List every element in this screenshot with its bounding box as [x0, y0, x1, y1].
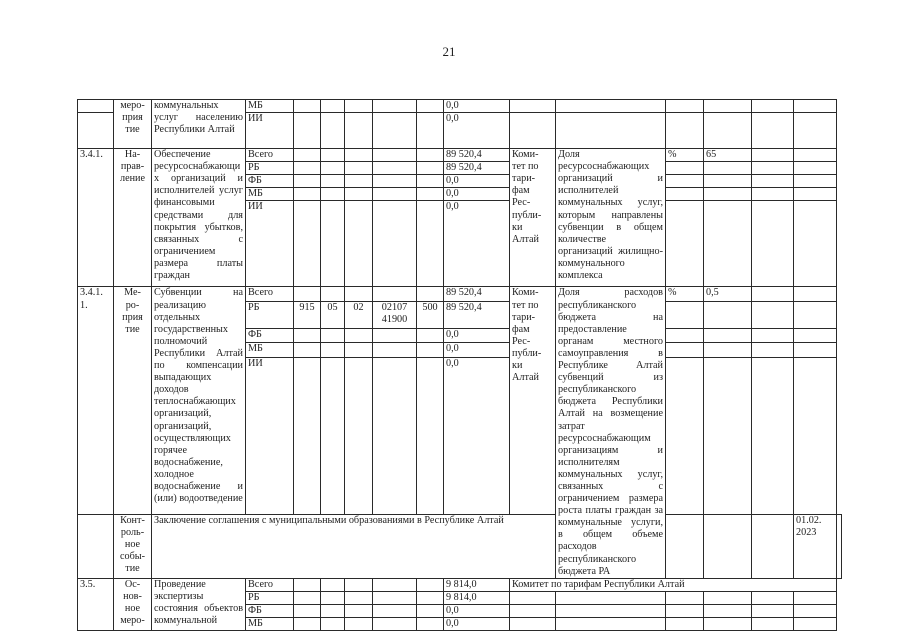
empty-cell	[704, 618, 752, 631]
empty-cell	[510, 618, 556, 631]
empty-cell	[666, 201, 704, 287]
cell-source: РБ	[246, 301, 294, 328]
empty-cell	[704, 175, 752, 188]
cell-rz: 05	[321, 301, 345, 328]
empty-cell	[752, 329, 794, 343]
empty-cell	[666, 604, 704, 617]
cell-amount: 0,0	[444, 357, 510, 514]
empty-cell	[752, 357, 794, 514]
empty-cell	[417, 329, 444, 343]
empty-cell	[417, 343, 444, 357]
empty-cell	[556, 100, 666, 113]
cell-amount: 0,0	[444, 201, 510, 287]
empty-cell	[321, 175, 345, 188]
empty-cell	[345, 113, 373, 149]
empty-cell	[752, 604, 794, 617]
cell-kind: Конт- роль- ное собы- тие	[114, 514, 152, 578]
empty-cell	[752, 343, 794, 357]
empty-cell	[752, 591, 794, 604]
empty-cell	[373, 618, 417, 631]
empty-cell	[345, 162, 373, 175]
cell-kind: Ос- нов- ное меро-	[114, 578, 152, 630]
empty-cell	[666, 329, 704, 343]
empty-cell	[794, 100, 837, 113]
empty-cell	[704, 113, 752, 149]
empty-cell	[794, 201, 837, 287]
empty-cell	[321, 100, 345, 113]
empty-cell	[294, 604, 321, 617]
cell-amount: 0,0	[444, 100, 510, 113]
empty-cell	[556, 618, 666, 631]
cell-pr: 02	[345, 301, 373, 328]
empty-cell	[345, 343, 373, 357]
empty-cell	[417, 604, 444, 617]
empty-cell	[345, 578, 373, 591]
empty-cell	[752, 162, 794, 175]
empty-cell	[321, 578, 345, 591]
empty-cell	[794, 591, 837, 604]
cell-amount: 89 520,4	[444, 301, 510, 328]
cell-num: 3.5.	[78, 578, 114, 630]
empty-cell	[373, 357, 417, 514]
cell-source: МБ	[246, 618, 294, 631]
empty-cell	[321, 329, 345, 343]
empty-cell	[321, 201, 345, 287]
cell-description: Субвенции на реализацию отдельных государственных полномочий Республики Алтай по компенсации выпадающих доходов теплоснабжающих организаций, организаций, осуществляющих горячее водоснабжение, холодное водоснабжение и (или) водоотведение	[152, 287, 246, 514]
table-row	[78, 578, 842, 591]
empty-cell	[666, 343, 704, 357]
empty-cell	[417, 188, 444, 201]
cell-unit: %	[666, 149, 704, 162]
empty-cell	[752, 201, 794, 287]
cell-amount: 9 814,0	[444, 591, 510, 604]
empty-cell	[78, 113, 114, 149]
empty-cell	[321, 162, 345, 175]
cell-indicator: Доля ресурсоснабжающих организаций и исполнителей коммунальных услуг, которым направлены субвенции в общем количестве организаций жилищно-коммунального комплекса	[556, 149, 666, 287]
empty-cell	[294, 591, 321, 604]
empty-cell	[704, 100, 752, 113]
cell-indicator: Доля расходов республиканского бюджета на предоставление органам местного самоуправления в Республике Алтай субвенций из республиканского бюджета Республики Алтай на возмещение затрат ресурсоснабжающим организациям и исполнителям коммунальных услуг, связанных с ограничением размера роста платы граждан за коммунальные услуги, в общем объеме расходов республиканского бюджета РА	[556, 287, 666, 578]
empty-cell	[704, 343, 752, 357]
empty-cell	[417, 618, 444, 631]
empty-cell	[78, 514, 114, 578]
empty-cell	[704, 162, 752, 175]
cell-executor: Комитет по тарифам Республики Алтай	[510, 578, 837, 591]
empty-cell	[373, 343, 417, 357]
empty-cell	[417, 149, 444, 162]
empty-cell	[704, 301, 752, 328]
empty-cell	[321, 287, 345, 301]
cell-amount: 0,0	[444, 175, 510, 188]
cell-vr: 500	[417, 301, 444, 328]
empty-cell	[666, 301, 704, 328]
cell-amount: 89 520,4	[444, 149, 510, 162]
empty-cell	[752, 149, 794, 162]
cell-value: 65	[704, 149, 752, 162]
empty-cell	[417, 201, 444, 287]
empty-cell	[794, 301, 837, 328]
table-row	[78, 149, 842, 162]
cell-amount: 0,0	[444, 618, 510, 631]
empty-cell	[373, 287, 417, 301]
cell-value: 0,5	[704, 287, 752, 301]
empty-cell	[373, 329, 417, 343]
cell-num: 3.4.1. 1.	[78, 287, 114, 514]
empty-cell	[373, 578, 417, 591]
cell-source: Всего	[246, 287, 294, 301]
table-row	[78, 100, 842, 113]
empty-cell	[837, 514, 842, 578]
empty-cell	[417, 357, 444, 514]
empty-cell	[294, 149, 321, 162]
cell-source: РБ	[246, 162, 294, 175]
empty-cell	[794, 618, 837, 631]
empty-cell	[666, 357, 704, 514]
cell-description: Проведение экспертизы состояния объектов коммунальной	[152, 578, 246, 630]
empty-cell	[794, 329, 837, 343]
cell-amount: 0,0	[444, 329, 510, 343]
cell-source: ФБ	[246, 329, 294, 343]
empty-cell	[373, 188, 417, 201]
cell-date: 01.02. 2023	[794, 514, 837, 578]
empty-cell	[345, 175, 373, 188]
cell-description: Заключение соглашения с муниципальными образованиями в Республике Алтай	[152, 514, 556, 578]
empty-cell	[294, 618, 321, 631]
empty-cell	[752, 514, 794, 578]
empty-cell	[794, 149, 837, 162]
empty-cell	[417, 100, 444, 113]
empty-cell	[704, 357, 752, 514]
page-number: 21	[442, 44, 456, 59]
empty-cell	[321, 604, 345, 617]
empty-cell	[373, 162, 417, 175]
empty-cell	[704, 329, 752, 343]
empty-cell	[794, 287, 837, 301]
cell-source: ФБ	[246, 175, 294, 188]
cell-amount: 9 814,0	[444, 578, 510, 591]
cell-num	[78, 100, 114, 113]
empty-cell	[321, 618, 345, 631]
empty-cell	[666, 175, 704, 188]
empty-cell	[417, 175, 444, 188]
cell-kind: меро- прия тие	[114, 100, 152, 149]
empty-cell	[345, 604, 373, 617]
empty-cell	[417, 162, 444, 175]
empty-cell	[345, 357, 373, 514]
empty-cell	[345, 188, 373, 201]
table-row	[78, 287, 842, 301]
empty-cell	[556, 113, 666, 149]
empty-cell	[794, 604, 837, 617]
empty-cell	[752, 618, 794, 631]
empty-cell	[294, 113, 321, 149]
empty-cell	[321, 188, 345, 201]
empty-cell	[752, 175, 794, 188]
empty-cell	[752, 287, 794, 301]
cell-amount: 0,0	[444, 343, 510, 357]
empty-cell	[373, 113, 417, 149]
cell-source: РБ	[246, 591, 294, 604]
empty-cell	[294, 287, 321, 301]
empty-cell	[666, 113, 704, 149]
cell-description: Обеспечение ресурсоснабжающих организаций и исполнителей услуг финансовыми средствами для покрытия убытков, связанных с ограничением размера платы граждан	[152, 149, 246, 287]
empty-cell	[666, 591, 704, 604]
empty-cell	[752, 188, 794, 201]
empty-cell	[704, 591, 752, 604]
empty-cell	[345, 149, 373, 162]
empty-cell	[666, 100, 704, 113]
empty-cell	[294, 175, 321, 188]
empty-cell	[510, 113, 556, 149]
empty-cell	[373, 591, 417, 604]
empty-cell	[345, 201, 373, 287]
cell-source: Всего	[246, 578, 294, 591]
empty-cell	[704, 604, 752, 617]
cell-source: Всего	[246, 149, 294, 162]
empty-cell	[794, 162, 837, 175]
cell-source: ИИ	[246, 201, 294, 287]
cell-kind: На- прав- ление	[114, 149, 152, 287]
cell-source: ИИ	[246, 357, 294, 514]
empty-cell	[666, 514, 704, 578]
cell-source: МБ	[246, 343, 294, 357]
empty-cell	[294, 100, 321, 113]
cell-source: МБ	[246, 100, 294, 113]
cell-csr: 02107 41900	[373, 301, 417, 328]
empty-cell	[417, 113, 444, 149]
empty-cell	[294, 343, 321, 357]
empty-cell	[704, 514, 752, 578]
empty-cell	[373, 175, 417, 188]
empty-cell	[704, 188, 752, 201]
cell-source: ИИ	[246, 113, 294, 149]
cell-amount: 0,0	[444, 188, 510, 201]
empty-cell	[752, 100, 794, 113]
empty-cell	[752, 301, 794, 328]
table-row	[78, 514, 842, 578]
empty-cell	[510, 604, 556, 617]
empty-cell	[373, 149, 417, 162]
cell-source: ФБ	[246, 604, 294, 617]
cell-executor: Коми- тет по тари- фам Рес- публи- ки Алтай	[510, 149, 556, 287]
empty-cell	[794, 343, 837, 357]
empty-cell	[510, 100, 556, 113]
empty-cell	[345, 100, 373, 113]
empty-cell	[666, 188, 704, 201]
cell-unit: %	[666, 287, 704, 301]
empty-cell	[294, 578, 321, 591]
empty-cell	[556, 591, 666, 604]
empty-cell	[794, 357, 837, 514]
empty-cell	[345, 618, 373, 631]
empty-cell	[794, 113, 837, 149]
empty-cell	[345, 591, 373, 604]
cell-description: коммунальных услуг населению Республики Алтай	[152, 100, 246, 149]
cell-kind: Ме- ро- прия тие	[114, 287, 152, 514]
cell-source: МБ	[246, 188, 294, 201]
empty-cell	[373, 201, 417, 287]
empty-cell	[373, 604, 417, 617]
empty-cell	[417, 287, 444, 301]
empty-cell	[704, 201, 752, 287]
empty-cell	[417, 591, 444, 604]
empty-cell	[321, 591, 345, 604]
empty-cell	[794, 175, 837, 188]
empty-cell	[666, 162, 704, 175]
empty-cell	[752, 113, 794, 149]
empty-cell	[510, 591, 556, 604]
empty-cell	[294, 201, 321, 287]
empty-cell	[321, 149, 345, 162]
empty-cell	[345, 287, 373, 301]
empty-cell	[321, 343, 345, 357]
cell-amount: 0,0	[444, 604, 510, 617]
empty-cell	[294, 188, 321, 201]
budget-table	[77, 99, 842, 631]
empty-cell	[294, 357, 321, 514]
cell-amount: 0,0	[444, 113, 510, 149]
cell-num: 3.4.1.	[78, 149, 114, 287]
empty-cell	[556, 604, 666, 617]
empty-cell	[373, 100, 417, 113]
cell-grbs: 915	[294, 301, 321, 328]
empty-cell	[321, 357, 345, 514]
empty-cell	[345, 329, 373, 343]
empty-cell	[294, 329, 321, 343]
empty-cell	[417, 578, 444, 591]
empty-cell	[666, 618, 704, 631]
cell-executor: Коми- тет по тари- фам Рес- публи- ки Алтай	[510, 287, 556, 514]
empty-cell	[794, 188, 837, 201]
empty-cell	[294, 162, 321, 175]
empty-cell	[321, 113, 345, 149]
cell-amount: 89 520,4	[444, 287, 510, 301]
cell-amount: 89 520,4	[444, 162, 510, 175]
